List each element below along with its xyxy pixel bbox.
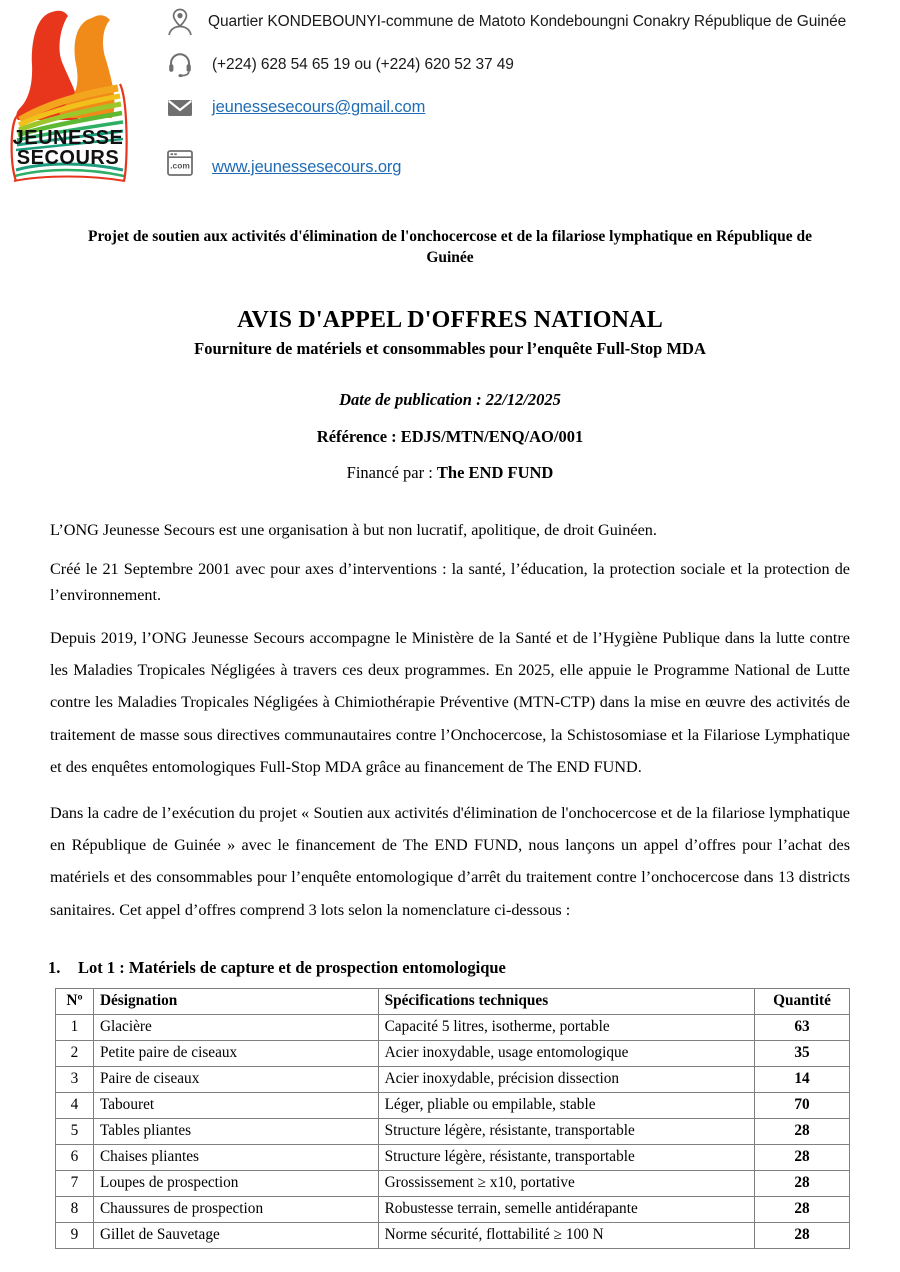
contact-row-email[interactable]	[160, 86, 900, 129]
header-no: Nº	[56, 989, 94, 1015]
table-row	[56, 1093, 850, 1119]
header-specifications: Spécifications techniques	[378, 989, 754, 1015]
cell-no: 8	[56, 1197, 94, 1223]
cell-designation: Chaises pliantes	[93, 1145, 378, 1171]
notice-subtitle: Fourniture de matériels et consommables pour l’enquête Full-Stop MDA	[194, 338, 706, 358]
envelope-icon	[160, 88, 200, 128]
cell-no: 1	[56, 1015, 94, 1041]
table-row	[56, 1171, 850, 1197]
cell-quantity: 35	[755, 1041, 850, 1067]
cell-quantity: 28	[755, 1119, 850, 1145]
cell-no: 5	[56, 1119, 94, 1145]
paragraph-creation: Créé le 21 Septembre 2001 avec pour axes d’interventions : la santé, l’éducation, la protection sociale et la protection de l’environnement.	[50, 560, 850, 605]
cell-specifications: Structure légère, résistante, transportable	[378, 1119, 754, 1145]
table-row	[56, 1015, 850, 1041]
jeunesse-secours-logo	[6, 4, 130, 184]
funded-by	[60, 463, 840, 483]
user-location-icon	[160, 2, 200, 42]
cell-designation: Petite paire de ciseaux	[93, 1041, 378, 1067]
cell-quantity: 28	[755, 1145, 850, 1171]
lot-1-number: 1.	[48, 958, 61, 978]
logo-bottom-swoosh2	[15, 170, 124, 176]
lot-1-table	[55, 988, 850, 1249]
lot-1-title: Lot 1 : Matériels de capture et de prospection entomologique	[78, 958, 506, 978]
paragraph-tender-scope: Dans la cadre de l’exécution du projet « Soutien aux activités d'élimination de l'onchocercose et de la filariose lymphatique en République de Guinée » avec le financement de The END FUND, nous lançons un appel d’offres pour l’achat des matériels et des consommables pour l’enquête entomologique d’arrêt du traitement contre l’onchocercose dans 13 districts sanitaires. Cet appel d’offres comprend 3 lots selon la nomenclature ci-dessous :	[50, 803, 850, 919]
cell-specifications: Capacité 5 litres, isotherme, portable	[378, 1015, 754, 1041]
lot-1-heading	[0, 958, 900, 978]
browser-dotcom-icon	[160, 143, 200, 183]
contact-row-phone	[160, 43, 900, 86]
cell-designation: Tables pliantes	[93, 1119, 378, 1145]
cell-designation: Paire de ciseaux	[93, 1067, 378, 1093]
cell-specifications: Robustesse terrain, semelle antidérapante	[378, 1197, 754, 1223]
funded-by-value: The END FUND	[436, 462, 554, 482]
title-block	[0, 227, 900, 483]
logo-bottom-swoosh3	[14, 177, 125, 182]
cell-specifications: Acier inoxydable, usage entomologique	[378, 1041, 754, 1067]
cell-designation: Loupes de prospection	[93, 1171, 378, 1197]
table-row	[56, 1041, 850, 1067]
cell-no: 4	[56, 1093, 94, 1119]
cell-no: 9	[56, 1223, 94, 1249]
table-row	[56, 1197, 850, 1223]
cell-no: 6	[56, 1145, 94, 1171]
cell-designation: Gillet de Sauvetage	[93, 1223, 378, 1249]
cell-designation: Chaussures de prospection	[93, 1197, 378, 1223]
cell-no: 7	[56, 1171, 94, 1197]
contact-row-website[interactable]	[160, 129, 900, 183]
project-title: Projet de soutien aux activités d'élimination de l'onchocercose et de la filariose lymphatique en République de Guinée	[87, 228, 813, 266]
table-row	[56, 1223, 850, 1249]
cell-no: 3	[56, 1067, 94, 1093]
website-link[interactable]: www.jeunessesecours.org	[212, 158, 402, 176]
cell-specifications: Léger, pliable ou empilable, stable	[378, 1093, 754, 1119]
table-head	[56, 989, 850, 1015]
svg-text:.com: .com	[170, 160, 190, 171]
cell-quantity: 14	[755, 1067, 850, 1093]
body-text	[0, 517, 900, 926]
cell-designation: Tabouret	[93, 1093, 378, 1119]
table-body	[56, 1015, 850, 1249]
table-row	[56, 1145, 850, 1171]
cell-no: 2	[56, 1041, 94, 1067]
cell-specifications: Acier inoxydable, précision dissection	[378, 1067, 754, 1093]
cell-designation: Glacière	[93, 1015, 378, 1041]
notice-title: AVIS D'APPEL D'OFFRES NATIONAL	[237, 306, 663, 333]
address-text: Quartier KONDEBOUNYI-commune de Matoto Kondeboungni Conakry République de Guinée	[208, 12, 847, 30]
header-designation: Désignation	[93, 989, 378, 1015]
paragraph-history: Depuis 2019, l’ONG Jeunesse Secours accompagne le Ministère de la Santé et de l’Hygiène Publique dans la lutte contre les Maladies Tropicales Négligées à travers ces deux programmes. En 2025, elle appuie le Programme National de Lutte contre les Maladies Tropicales Négligées à Chimiothérapie Préventive (MTN-CTP) dans la mise en œuvre des activités de traitement de masse sous directives communautaires contre l’Onchocercose, la Schistosomiase et la Filariose Lymphatique et des enquêtes entomologiques Full-Stop MDA grâce au financement de The END FUND.	[50, 628, 850, 777]
phone-text: (+224) 628 54 65 19 ou (+224) 620 52 37 49	[212, 55, 514, 73]
table-row	[56, 1067, 850, 1093]
logo-text-line2: SECOURS	[16, 147, 120, 169]
cell-specifications: Structure légère, résistante, transportable	[378, 1145, 754, 1171]
cell-quantity: 28	[755, 1223, 850, 1249]
document-header	[0, 0, 900, 195]
cell-quantity: 63	[755, 1015, 850, 1041]
funded-by-label: Financé par :	[346, 462, 437, 482]
header-quantity: Quantité	[755, 989, 850, 1015]
email-link[interactable]: jeunessesecours@gmail.com	[212, 98, 426, 116]
cell-quantity: 28	[755, 1197, 850, 1223]
contact-row-address	[160, 0, 900, 43]
reference-number: Référence : EDJS/MTN/ENQ/AO/001	[316, 426, 584, 446]
logo-text-line1: JEUNESSE	[12, 127, 124, 149]
cell-quantity: 70	[755, 1093, 850, 1119]
table-row	[56, 1119, 850, 1145]
table-header-row	[56, 989, 850, 1015]
logo-graphic	[6, 4, 130, 184]
contact-details	[160, 0, 900, 183]
headset-icon	[160, 45, 200, 85]
publication-date: Date de publication : 22/12/2025	[339, 389, 561, 409]
cell-specifications: Grossissement ≥ x10, portative	[378, 1171, 754, 1197]
cell-specifications: Norme sécurité, flottabilité ≥ 100 N	[378, 1223, 754, 1249]
paragraph-intro: L’ONG Jeunesse Secours est une organisation à but non lucratif, apolitique, de droit Guinéen.	[50, 520, 657, 539]
cell-quantity: 28	[755, 1171, 850, 1197]
